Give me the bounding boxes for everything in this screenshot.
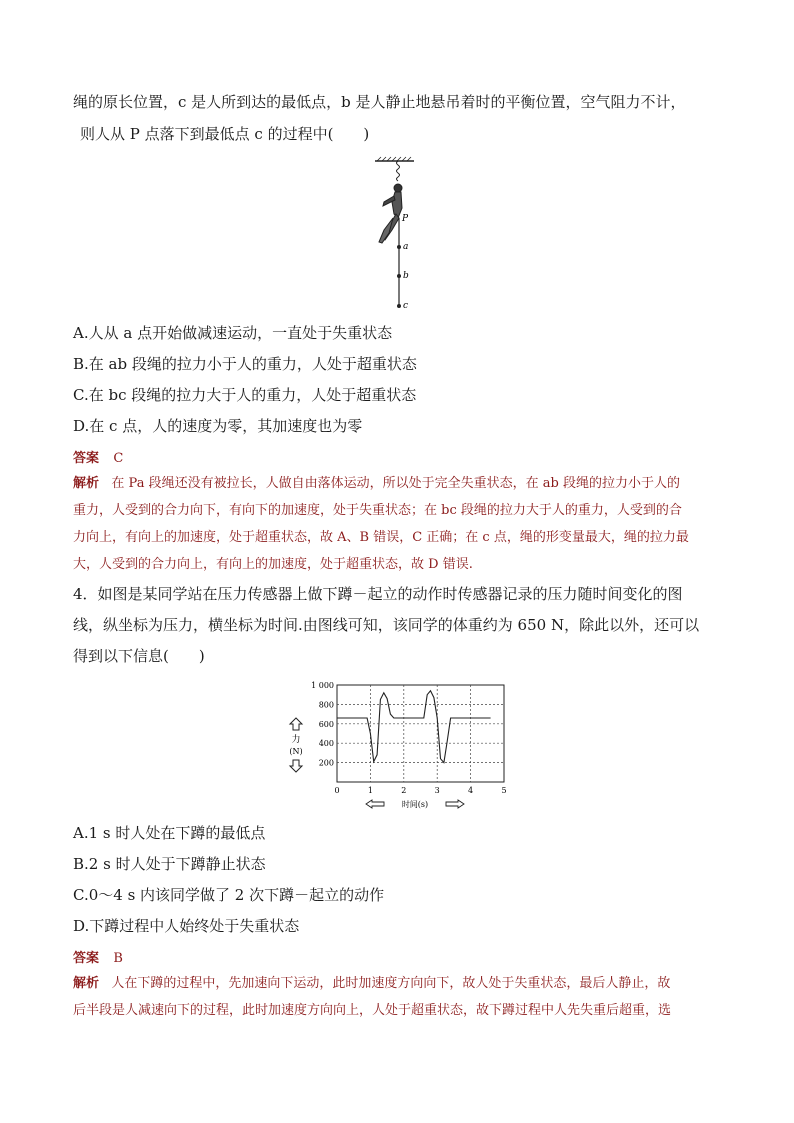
q3-option-a: A.人从 a 点开始做减速运动，一直处于失重状态	[73, 324, 393, 342]
q4-answer	[73, 947, 123, 969]
q3-analysis-line1: 解析 在 Pa 段绳还没有被拉长，人做自由落体运动，所以处于完全失重状态，在 ab 段绳的拉力小于人的	[73, 476, 680, 491]
q4-stem-line1: 4．如图是某同学站在压力传感器上做下蹲－起立的动作时传感器记录的压力随时间变化的图	[73, 585, 683, 603]
q3-analysis-line2: 重力，人受到的合力向下，有向下的加速度，处于失重状态；在 bc 段绳的拉力大于人的重力，人受到的合	[73, 503, 682, 518]
label-a: a	[403, 242, 409, 252]
x-axis-label	[366, 799, 464, 809]
q4-option-d: D.下蹲过程中人始终处于失重状态	[73, 917, 300, 935]
q4-option-c: C.0～4 s 内该同学做了 2 次下蹲－起立的动作	[73, 886, 385, 904]
q3-analysis-line3: 力向上，有向上的加速度，处于超重状态，故 A、B 错误，C 正确；在 c 点，绳的形变量最大，绳的拉力最	[73, 530, 689, 545]
x-tick-label: 4	[468, 786, 474, 795]
q4-stem-line3: 得到以下信息( )	[73, 647, 205, 665]
q3-stem-line1: 绳的原长位置，c 是人所到达的最低点，b 是人静止地悬吊着时的平衡位置，空气阻力不计，	[73, 93, 686, 111]
x-tick-label: 0	[334, 786, 340, 795]
y-tick-label: 400	[318, 739, 334, 749]
left-arrow-icon	[366, 800, 384, 808]
y-label-force: 力	[291, 735, 301, 745]
y-axis-label	[289, 718, 302, 772]
answer-label: 答案	[73, 951, 100, 966]
point-c	[397, 304, 401, 308]
y-tick-label: 200	[318, 758, 334, 768]
q4-option-a: A.1 s 时人处在下蹲的最低点	[73, 824, 266, 842]
force-time-chart	[284, 676, 514, 811]
y-label-unit: (N)	[289, 747, 303, 756]
q4-analysis-line2: 后半段是人减速向下的过程，此时加速度方向向上，人处于超重状态，故下蹲过程中人先失重后超重，选	[73, 1003, 672, 1018]
q4-stem-line2: 线，纵坐标为压力，横坐标为时间.由图线可知，该同学的体重约为 650 N，除此以外，还可以	[73, 616, 700, 634]
y-tick-label: 600	[318, 719, 334, 729]
label-p: P	[402, 214, 409, 224]
up-arrow-icon	[290, 718, 302, 730]
answer-label: 答案	[73, 451, 100, 466]
y-tick-label: 800	[318, 700, 334, 710]
label-c: c	[403, 301, 409, 311]
x-tick-label: 3	[434, 786, 440, 795]
q4-option-b: B.2 s 时人处于下蹲静止状态	[73, 855, 266, 873]
answer-value: B	[113, 951, 123, 966]
y-tick-label: 1 000	[311, 681, 334, 690]
x-label: 时间(s)	[401, 800, 429, 809]
analysis-label: 解析	[73, 476, 100, 491]
label-b: b	[403, 271, 409, 281]
force-series-line	[337, 691, 491, 763]
answer-value: C	[113, 451, 124, 466]
q3-answer	[73, 447, 123, 469]
q3-option-d: D.在 c 点，人的速度为零，其加速度也为零	[73, 417, 363, 435]
x-tick-label: 1	[367, 786, 373, 795]
q3-option-c: C.在 bc 段绳的拉力大于人的重力，人处于超重状态	[73, 386, 417, 404]
down-arrow-icon	[290, 760, 302, 772]
q4-analysis-line1: 解析 人在下蹲的过程中，先加速向下运动，此时加速度方向向下，故人处于失重状态，最后人静止，故	[73, 976, 671, 991]
point-a	[397, 245, 401, 249]
q3-stem-line2: 则人从 P 点落下到最低点 c 的过程中( )	[80, 125, 370, 143]
q3-analysis-line4: 大，人受到的合力向上，有向上的加速度，处于超重状态，故 D 错误.	[73, 557, 473, 572]
analysis-label: 解析	[73, 976, 100, 991]
bungee-jump-figure	[362, 156, 422, 312]
plot-frame	[337, 685, 504, 782]
point-b	[397, 274, 401, 278]
x-tick-label: 2	[401, 786, 407, 795]
x-tick-label: 5	[501, 786, 507, 795]
q3-option-b: B.在 ab 段绳的拉力小于人的重力，人处于超重状态	[73, 355, 417, 373]
right-arrow-icon	[446, 800, 464, 808]
